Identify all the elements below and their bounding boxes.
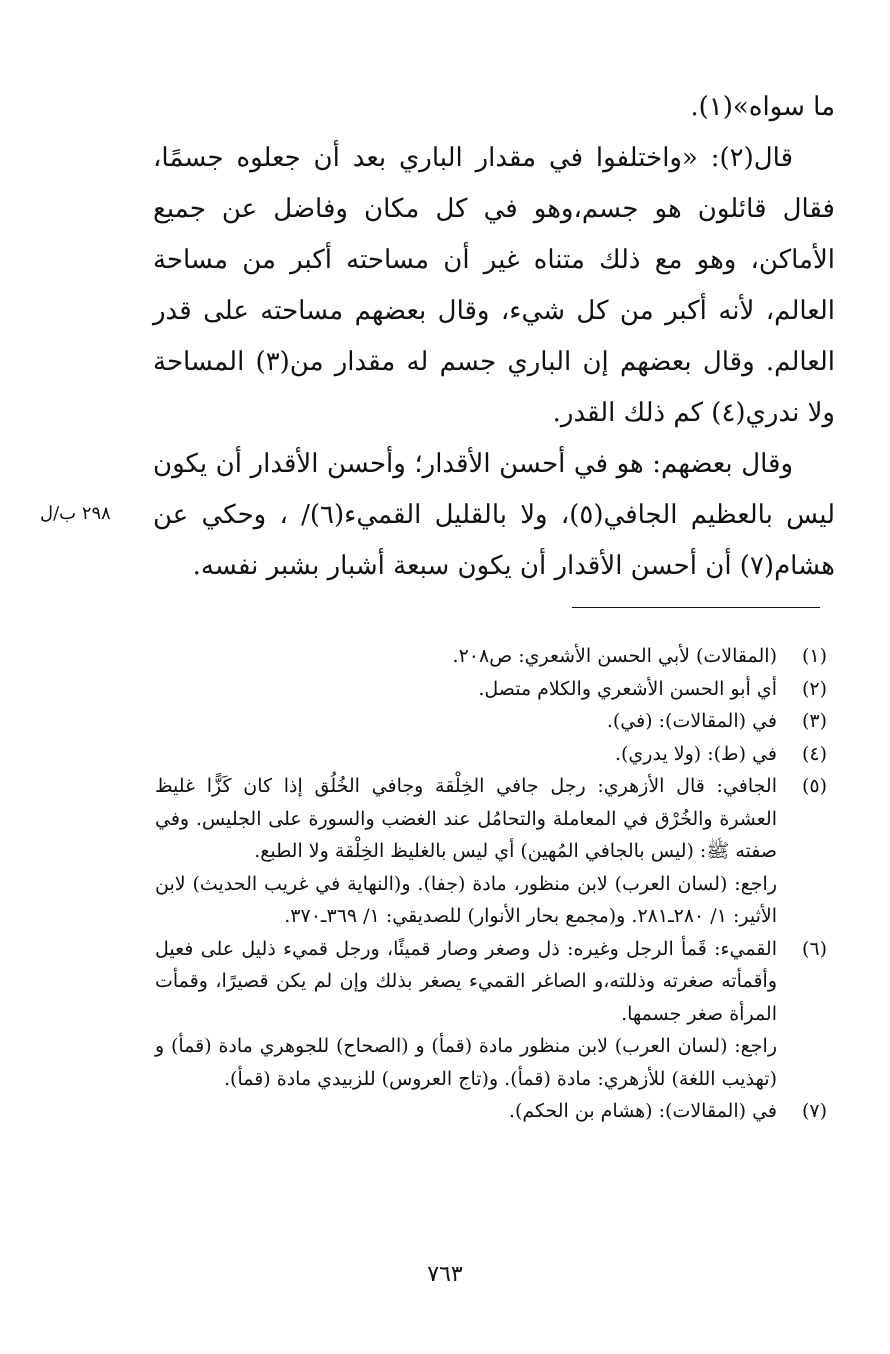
footnote-number: (٢)	[801, 677, 827, 700]
main-text	[153, 82, 835, 592]
footnote-body	[155, 738, 777, 771]
footnote-body	[155, 933, 777, 1096]
footnote-body	[155, 673, 777, 706]
footnote-reference: راجع: (لسان العرب) لابن منظور، مادة (جفا). و(النهاية في غريب الحديث) لابن الأثير: ١/ ٢٨٠ـ٢٨١. و(مجمع بحار الأنوار) للصديقي: ١/ ٣٦٩ـ٣٧٠.	[155, 872, 777, 927]
footnote-number: (١)	[801, 645, 827, 667]
footnote-text: في (المقالات): (في).	[606, 710, 777, 732]
footnote	[155, 673, 835, 706]
footnote	[155, 640, 835, 673]
main-paragraph-1: ما سواه»(١).	[690, 92, 835, 122]
footnote-body	[155, 705, 777, 738]
footnote	[155, 933, 835, 1096]
footnote-text: في (المقالات): (هشام بن الحكم).	[508, 1100, 777, 1122]
margin-manuscript-note: ٢٩٨ ب/ل	[40, 503, 111, 524]
footnote-body	[155, 1095, 777, 1128]
footnote-text: أي أبو الحسن الأشعري والكلام متصل.	[478, 677, 777, 700]
footnote-number: (٥)	[801, 775, 827, 797]
footnote-body	[155, 770, 777, 933]
footnote-text: القميء: قَمأ الرجل وغيره: ذل وصغر وصار قميئًا، ورجل قميء ذليل على فعيل وأقمأته صغرته وذللته،و الصاغر القميء يصغر بذلك وإن لم يكن قصيرًا، وقمأت المرأة صغر جسمها.	[155, 937, 777, 1025]
page-number: ٧٦٣	[427, 1262, 463, 1287]
footnote	[155, 738, 835, 771]
footnote-separator	[572, 607, 820, 608]
footnote-number: (٣)	[801, 710, 827, 732]
footnote	[155, 770, 835, 933]
main-paragraph-2: قال(٢): «واختلفوا في مقدار الباري بعد أن جعلوه جسمًا، فقال قائلون هو جسم،وهو في كل مكان وفاضل عن جميع الأماكن، وهو مع ذلك متناه غير أن مساحته أكبر من مساحة العالم، لأنه أكبر من كل شيء، وقال بعضهم مساحته على قدر العالم. وقال بعضهم إن الباري جسم له مقدار من(٣) المساحة ولا ندري(٤) كم ذلك القدر.	[153, 143, 835, 428]
footnote-text: (المقالات) لأبي الحسن الأشعري: ص٢٠٨.	[452, 645, 777, 667]
footnote-body	[155, 640, 777, 673]
footnote-number: (٧)	[801, 1100, 827, 1122]
footnote-text: الجافي: قال الأزهري: رجل جافي الخِلْقة وجافي الخُلُق إذا كان كَزًّا غليظ العشرة والخُرْق في المعاملة والتحامُل عند الغضب والسورة على الجليس. وفي صفته ﷺ: (ليس بالجافي المُهين) أي ليس بالغليظ الخِلْقة ولا الطبع.	[155, 775, 777, 862]
footnote-reference: راجع: (لسان العرب) لابن منظور مادة (قمأ) و (الصحاح) للجوهري مادة (قمأ) و (تهذيب اللغة) للأزهري: مادة (قمأ). و(تاج العروس) للزبيدي مادة (قمأ).	[155, 1035, 777, 1090]
footnote	[155, 1095, 835, 1128]
footnote-number: (٤)	[801, 742, 827, 765]
footnotes	[155, 640, 835, 1128]
footnote-number: (٦)	[801, 937, 827, 960]
main-paragraph-3: وقال بعضهم: هو في أحسن الأقدار؛ وأحسن الأقدار أن يكون ليس بالعظيم الجافي(٥)، ولا بالقليل القميء(٦)/ ، وحكي عن هشام(٧) أن أحسن الأقدار أن يكون سبعة أشبار بشبر نفسه.	[153, 449, 835, 581]
footnote	[155, 705, 835, 738]
footnote-text: في (ط): (ولا يدري).	[614, 742, 777, 765]
